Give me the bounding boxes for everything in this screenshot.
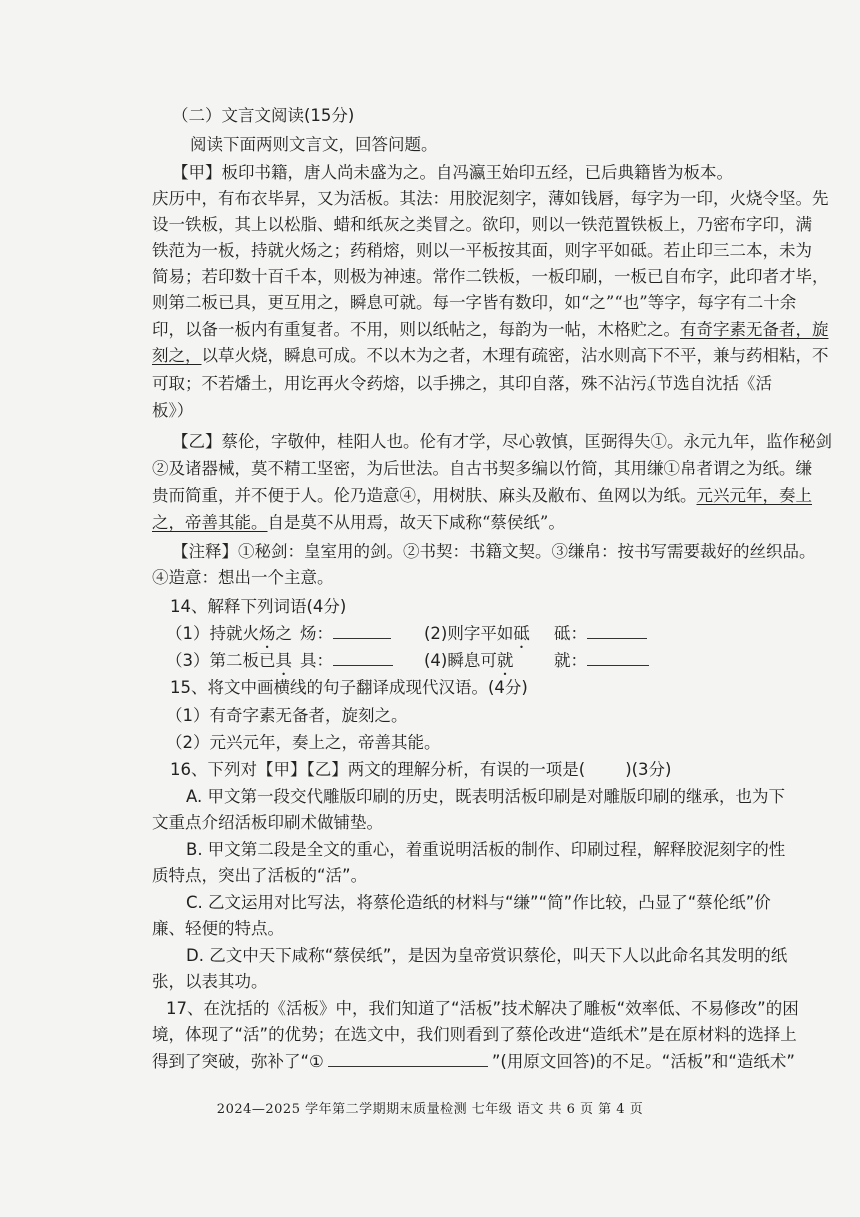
q14-item-3-pre: 第二板已 xyxy=(209,651,276,670)
jia-line-6: 则第二板已具，更互用之，瞬息可就。每一字皆有数印，如“之”“也”等字，每字有二十余 xyxy=(152,293,797,312)
q14-item-3-dotted: 具 xyxy=(275,651,292,670)
notes-line-1: 【注释】①秘剑：皇室用的剑。②书契：书籍文契。③缣帛：按书写需要裁好的丝织品。 xyxy=(172,542,816,561)
q14-item-1 xyxy=(166,624,292,652)
q14-item-3 xyxy=(166,651,292,679)
jia-underlined-sentence-part1: 有奇字素无备者，旋 xyxy=(680,320,829,339)
q14-item-2-pre: 则字平如 xyxy=(447,624,514,643)
q14-item-2-num: (2) xyxy=(424,624,448,643)
q17-line-3-text: 得到了突破，弥补了“① xyxy=(152,1052,324,1071)
jia-line-2: 庆历中，有布衣毕昇，又为活板。其法：用胶泥刻字，薄如钱唇，每字为一印，火烧令坚。先 xyxy=(152,189,829,208)
answer-blank-14-2[interactable] xyxy=(587,624,647,639)
q14-item-1-answer xyxy=(300,624,391,644)
q17-line-3 xyxy=(152,1052,795,1072)
q14-item-4 xyxy=(424,651,513,679)
jia-line-8 xyxy=(152,346,829,366)
jia-line-5: 简易；若印数十百千本，则极为神速。常作二铁板，一板印刷，一板已自布字，此印者才毕， xyxy=(152,267,829,286)
answer-blank-14-3[interactable] xyxy=(333,651,393,666)
q14-item-3-num: （3） xyxy=(166,651,210,670)
section-title: （二）文言文阅读(15分) xyxy=(172,106,355,125)
q15-item-2: （2）元兴元年，奏上之，帝善其能。 xyxy=(166,733,441,752)
q15-item-1: （1）有奇字素无备者，旋刻之。 xyxy=(166,706,408,725)
q14-item-4-answer xyxy=(554,651,649,671)
yi-line-4 xyxy=(152,513,565,533)
q14-item-4-num: (4) xyxy=(424,651,448,670)
q15-title: 15、将文中画横线的句子翻译成现代汉语。(4分) xyxy=(170,678,528,697)
jia-line-1: 【甲】板印书籍，唐人尚未盛为之。自冯瀛王始印五经，已后典籍皆为板本。 xyxy=(172,163,733,182)
q16-option-c-cont: 廉、轻便的特点。 xyxy=(152,919,284,938)
q14-item-4-dotted: 就 xyxy=(496,651,514,670)
q14-title: 14、解释下列词语(4分) xyxy=(170,597,347,616)
page-footer: 2024—2025 学年第二学期期末质量检测 七年级 语文 共 6 页 第 4 页 xyxy=(216,1102,644,1117)
q14-item-1-post: 之 xyxy=(275,624,292,643)
notes-line-2: ④造意：想出一个主意。 xyxy=(152,568,334,587)
q14-item-1-dotted: 炀 xyxy=(259,624,276,643)
q14-item-2 xyxy=(424,624,530,652)
yi-line-2: ②及诸器械，莫不精工坚密，为后世法。自古书契多编以竹简，其用缣①帛者谓之为纸。缣 xyxy=(152,459,812,478)
q17-line-2: 境，体现了“活”的优势；在选文中，我们则看到了蔡伦改进“造纸术”是在原材料的选择上 xyxy=(152,1025,797,1044)
jia-source: （节选自沈括《活 xyxy=(640,374,772,393)
q14-item-3-key: 具： xyxy=(300,651,333,670)
q16-option-d: D. 乙文中天下咸称“蔡侯纸”，是因为皇帝赏识蔡伦，叫天下人以此命名其发明的纸 xyxy=(186,946,788,965)
q14-item-2-key: 砥： xyxy=(554,624,587,643)
q16-score: )(3分) xyxy=(625,760,672,779)
answer-blank-14-4[interactable] xyxy=(587,651,649,666)
jia-line-9 xyxy=(152,374,664,394)
q16-option-c: C. 乙文运用对比写法，将蔡伦造纸的材料与“缣”“简”作比较，凸显了“蔡伦纸”价 xyxy=(186,893,771,912)
q16-option-d-cont: 张，以表其功。 xyxy=(152,972,268,991)
instruction: 阅读下面两则文言文，回答问题。 xyxy=(190,135,438,154)
jia-source-end: 板》） xyxy=(152,401,194,420)
jia-line-3: 设一铁板，其上以松脂、蜡和纸灰之类冒之。欲印，则以一铁范置铁板上，乃密布字印，满 xyxy=(152,215,812,234)
jia-line-7-text: 印，以备一板内有重复者。不用，则以纸帖之，每韵为一帖，木格贮之。 xyxy=(152,320,680,339)
q14-item-1-pre: 持就火 xyxy=(209,624,259,643)
q16-option-b-cont: 质特点，突出了活板的“活”。 xyxy=(152,866,368,885)
q16-option-a: A. 甲文第一段交代雕版印刷的历史，既表明活板印刷是对雕版印刷的继承，也为下 xyxy=(186,787,785,806)
jia-line-9-text: 可取；不若燔土，用讫再火令药熔，以手拂之，其印自落，殊不沾污。 xyxy=(152,374,664,393)
jia-line-7 xyxy=(152,320,829,340)
jia-line-4: 铁范为一板，持就火炀之；药稍熔，则以一平板按其面，则字平如砥。若止印三二本，未为 xyxy=(152,241,812,260)
yi-underlined-sentence-part2: 之，帝善其能。 xyxy=(152,513,268,532)
q16-option-b: B. 甲文第二段是全文的重心，着重说明活板的制作、印刷过程，解释胶泥刻字的性 xyxy=(186,840,786,859)
yi-line-3 xyxy=(152,486,812,506)
q16-option-a-cont: 文重点介绍活板印刷术做铺垫。 xyxy=(152,813,383,832)
jia-underlined-sentence-part2: 刻之， xyxy=(152,346,202,365)
yi-line-3-text: 贵而简重，并不便于人。伦乃造意④，用树肤、麻头及敝布、鱼网以为纸。 xyxy=(152,486,697,505)
answer-blank-17-1[interactable] xyxy=(328,1052,488,1067)
q14-item-2-dotted: 砥 xyxy=(513,624,530,643)
q14-item-1-num: （1） xyxy=(166,624,210,643)
q14-item-2-answer xyxy=(554,624,647,644)
answer-blank-14-1[interactable] xyxy=(333,624,391,639)
yi-underlined-sentence-part1: 元兴元年，奏上 xyxy=(696,486,812,505)
q14-item-3-answer xyxy=(300,651,393,671)
q16-title xyxy=(170,760,672,780)
q14-item-4-key: 就： xyxy=(554,651,587,670)
q14-item-4-pre: 瞬息可 xyxy=(447,651,497,670)
yi-line-4-text: 自是莫不从用焉，故天下咸称“蔡侯纸”。 xyxy=(267,513,565,532)
jia-line-8-text: 以草火烧，瞬息可成。不以木为之者，木理有疏密，沾水则高下不平，兼与药相粘，不 xyxy=(201,346,829,365)
yi-line-1: 【乙】蔡伦，字敬仲，桂阳人也。伦有才学，尽心敦慎，匡弼得失①。永元九年，监作秘剑 xyxy=(172,432,832,451)
q14-item-1-key: 炀： xyxy=(300,624,333,643)
q17-line-3-rest: ”(用原文回答)的不足。“活板”和“造纸术” xyxy=(491,1052,795,1071)
q17-line-1: 17、在沈括的《活板》中，我们知道了“活板”技术解决了雕板“效率低、不易修改”的困 xyxy=(166,999,799,1018)
q16-title-text: 16、下列对【甲】【乙】两文的理解分析，有误的一项是( xyxy=(170,760,586,779)
